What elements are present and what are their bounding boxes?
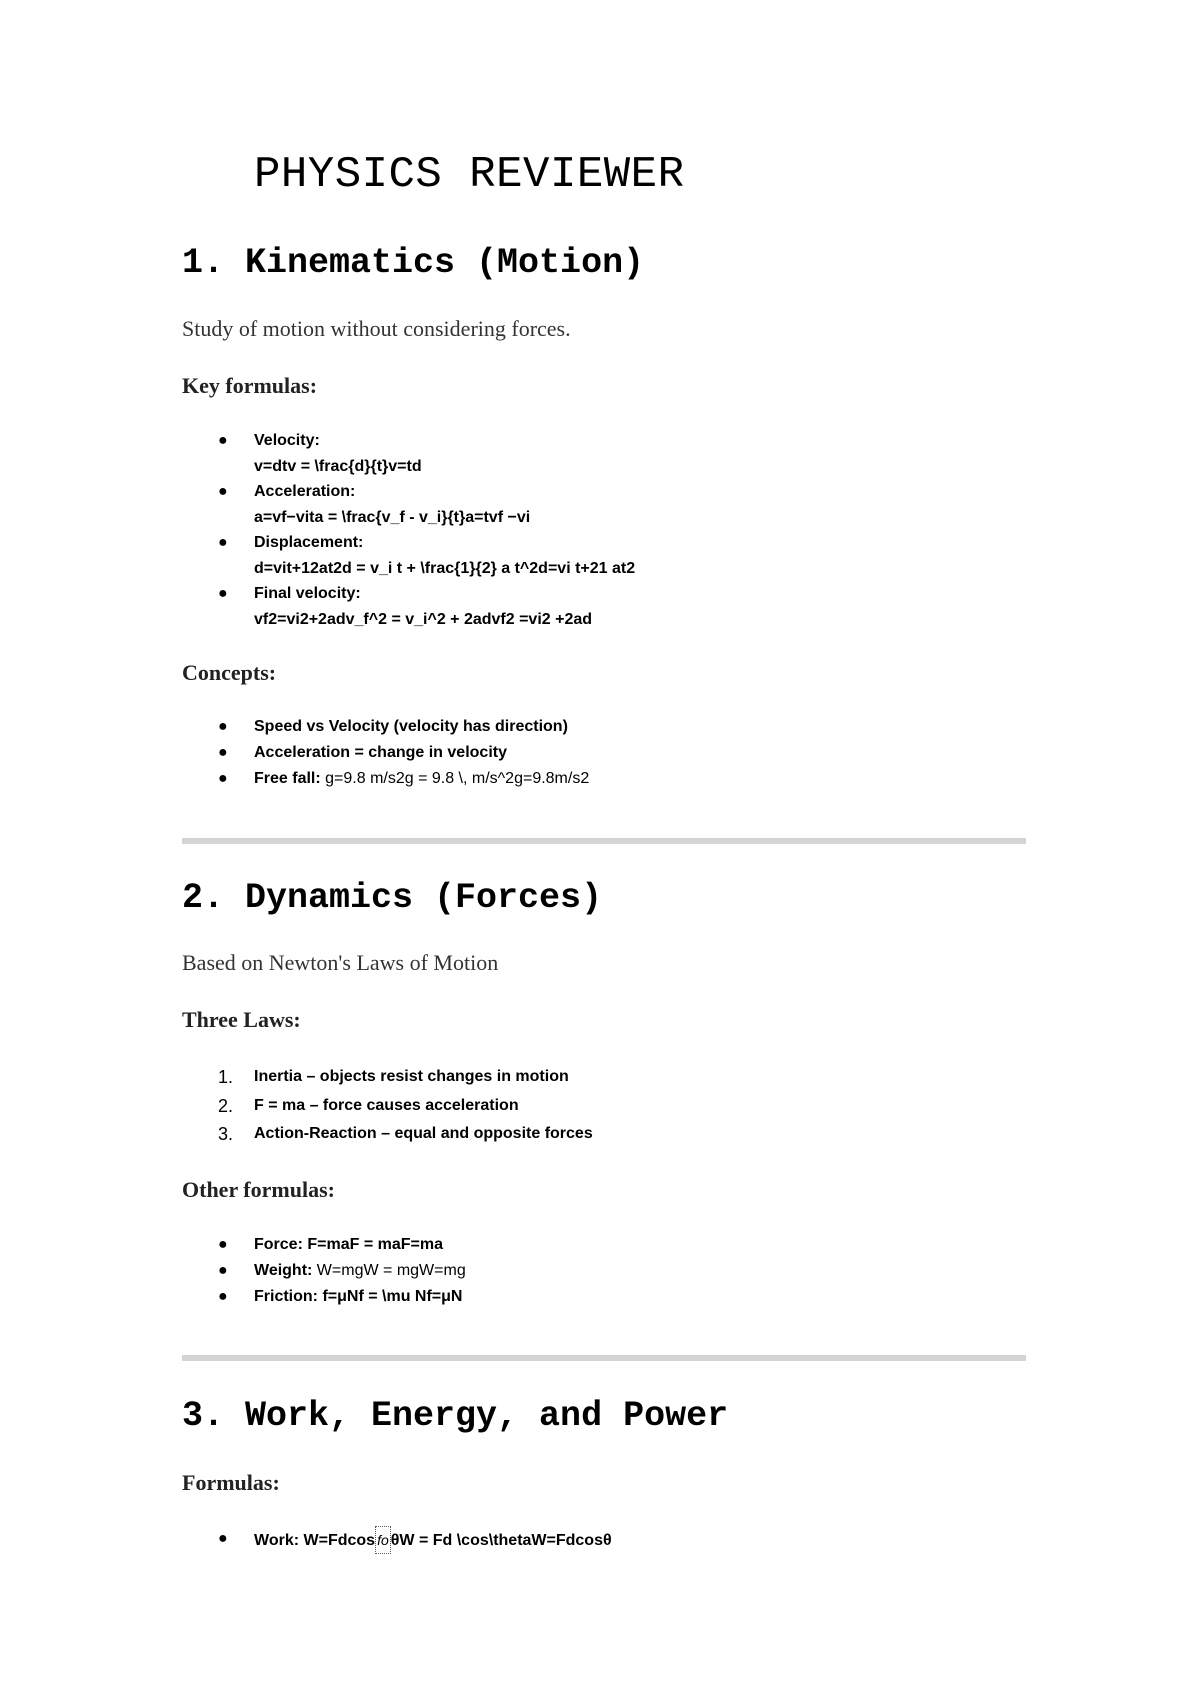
formula-text: a=vf−vita = \frac{v_f - v_i}{t}a=tvf −vi (254, 508, 531, 526)
bullet-icon: ● (218, 1288, 228, 1305)
kinematics-intro: Study of motion without considering forces. (182, 316, 571, 341)
bullet-icon: ● (218, 432, 228, 449)
formula-label: Force: (254, 1236, 303, 1253)
formulas-label: Formulas: (182, 1470, 280, 1495)
list-item (0, 581, 635, 632)
section-heading-work-energy: 3. Work, Energy, and Power (182, 1396, 729, 1436)
free-fall-value: g=9.8 m/s2g = 9.8 \, m/s^2g=9.8m/s2 (320, 770, 590, 787)
three-laws-label: Three Laws: (182, 1007, 301, 1032)
bullet-icon: ● (218, 770, 228, 787)
formula-text: vf2=vi2+2adv_f^2 = v_i^2 + 2advf2 =vi2 +2ad (254, 610, 593, 628)
list-item (0, 766, 589, 792)
laws-list (0, 1063, 593, 1149)
formula-label: Velocity: (254, 432, 320, 449)
kinematics-formula-list (0, 428, 635, 632)
bullet-icon: ● (218, 744, 228, 761)
section-heading-kinematics: 1. Kinematics (Motion) (182, 243, 645, 283)
formula-label: Acceleration: (254, 483, 356, 500)
bullet-icon: ● (218, 1236, 228, 1253)
concepts-label: Concepts: (182, 660, 277, 685)
list-item (0, 1063, 593, 1092)
work-formula-suffix: θW = Fd \cos\thetaW=Fdcosθ (390, 1532, 612, 1549)
list-item (0, 1120, 593, 1149)
list-item (0, 1258, 466, 1284)
list-number: 1. (218, 1067, 234, 1087)
missing-glyph-box: fo (375, 1526, 391, 1554)
bullet-icon: ● (218, 585, 228, 602)
list-item (0, 1232, 466, 1258)
other-formulas-list (0, 1232, 466, 1310)
document-title: PHYSICS REVIEWER (254, 150, 685, 200)
work-formula-prefix: W=Fdcos (299, 1532, 376, 1549)
formula-label: Friction: (254, 1288, 318, 1305)
list-item (0, 428, 635, 479)
formula-label: Displacement: (254, 534, 364, 551)
key-formulas-label: Key formulas: (182, 373, 318, 398)
bullet-icon: ● (218, 718, 228, 735)
work-formulas-list (0, 1526, 612, 1554)
other-formulas-label: Other formulas: (182, 1177, 335, 1202)
section-heading-dynamics: 2. Dynamics (Forces) (182, 878, 603, 918)
formula-label: Final velocity: (254, 585, 361, 602)
law-text: F = ma – force causes acceleration (254, 1096, 519, 1114)
formula-text: v=dtv = \frac{d}{t}v=td (254, 457, 422, 475)
list-item (0, 714, 589, 740)
law-text: Inertia – objects resist changes in motion (254, 1068, 569, 1085)
formula-text: F=maF = maF=ma (302, 1236, 443, 1253)
section-divider (182, 1355, 1026, 1361)
concept-text: Acceleration = change in velocity (254, 744, 507, 761)
law-text: Action-Reaction – equal and opposite forces (254, 1125, 593, 1142)
list-item (0, 1092, 593, 1121)
concept-text: Speed vs Velocity (velocity has direction) (254, 718, 568, 735)
formula-label: Weight: (254, 1262, 313, 1279)
list-item (0, 740, 589, 766)
formula-text: f=μNf = \mu Nf=μN (318, 1288, 463, 1305)
section-divider (182, 838, 1026, 844)
formula-text: d=vit+12at2d = v_i t + \frac{1}{2} a t^2d=vi t+21 at2 (254, 559, 636, 577)
bullet-icon: ● (218, 1530, 228, 1547)
list-number: 2. (218, 1095, 234, 1116)
dynamics-intro: Based on Newton's Laws of Motion (182, 950, 499, 975)
free-fall-label: Free fall: (254, 770, 321, 787)
list-number: 3. (218, 1124, 234, 1144)
bullet-icon: ● (218, 1262, 228, 1279)
bullet-icon: ● (218, 483, 228, 500)
formula-label: Work: (254, 1532, 300, 1549)
formula-text: W=mgW = mgW=mg (312, 1262, 466, 1279)
list-item (0, 479, 635, 530)
list-item (0, 1526, 612, 1554)
concepts-list (0, 714, 589, 792)
list-item (0, 1284, 466, 1310)
list-item (0, 530, 635, 581)
bullet-icon: ● (218, 534, 228, 551)
